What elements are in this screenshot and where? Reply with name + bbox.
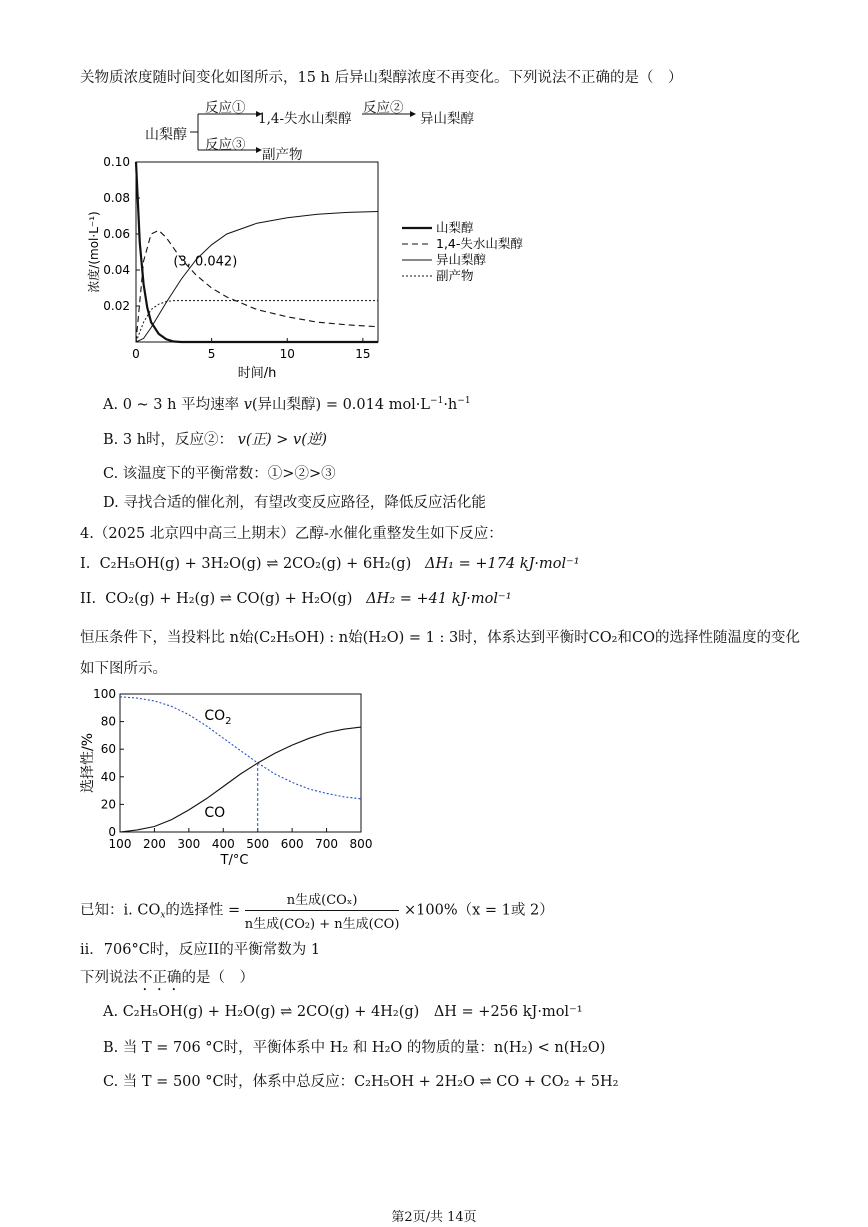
y-axis-label: 浓度/(mol·L⁻¹) — [87, 211, 101, 293]
ask-emphasis: 不正确 — [138, 970, 182, 986]
q4-known-1: 已知：i. $CO_x$的选择性 = $\frac{\text{n生成(COₓ)}}{\text{n生成(CO₂) + n生成(CO)}}$ ×100%（x = 1或 2） — [80, 889, 554, 932]
y-axis-label: 选择性/% — [80, 732, 96, 794]
series-line-1 — [136, 162, 378, 342]
option-d-label: D. — [103, 495, 119, 511]
r2-enthalpy: ΔH₂ = +41 kJ·mol⁻¹ — [366, 591, 512, 607]
option-a-post: ·h — [443, 397, 458, 413]
ask-pre: 下列说法 — [80, 970, 138, 986]
q4-condition-2: 如下图所示。 — [80, 661, 167, 677]
option-d-text: 寻找合适的催化剂，有望改变反应路径，降低反应活化能 — [123, 495, 486, 511]
y-tick-label: 0 — [108, 825, 116, 839]
y-tick-label: 0.06 — [103, 227, 130, 241]
series-line-co2 — [120, 697, 361, 799]
x-tick-label: 10 — [279, 347, 295, 361]
x-tick-label: 5 — [207, 347, 216, 361]
scheme-r1: 反应① — [205, 100, 246, 116]
selectivity-temperature-chart — [76, 686, 376, 872]
known-post: ×100%（x = 1或 2） — [404, 902, 554, 919]
y-tick-label: 40 — [100, 769, 116, 784]
x-axis-label: 时间/h — [237, 366, 277, 381]
q3-intro: 关物质浓度随时间变化如图所示，15 h 后异山梨醇浓度不再变化。下列说法不正确的是（ ） — [80, 70, 683, 86]
y-tick-label: 80 — [100, 714, 116, 729]
q4-option-c[interactable] — [103, 1070, 618, 1091]
legend-label: 山梨醇 — [436, 220, 474, 235]
annotation-label: (3, 0.042) — [173, 254, 238, 270]
q4-option-b-label: B. — [103, 1040, 119, 1056]
scheme-reactant: 山梨醇 — [145, 127, 187, 143]
y-tick-label: 20 — [100, 797, 116, 812]
y-tick-label: 0.04 — [103, 263, 130, 277]
x-tick-label: 700 — [315, 837, 339, 851]
q3-option-b[interactable] — [103, 428, 327, 449]
series-line-co — [120, 727, 361, 832]
x-tick-label: 100 — [108, 837, 132, 851]
q4-ask — [80, 966, 254, 994]
scheme-r3: 反应③ — [205, 137, 246, 153]
q4-condition-1: 恒压条件下，当投料比 n始(C₂H₅OH) : n始(H₂O) = 1 : 3时，体系达到平衡时CO₂和CO的选择性随温度的变化 — [80, 630, 800, 646]
option-a-label: A. — [103, 397, 119, 413]
q4-option-b[interactable] — [103, 1036, 605, 1057]
series-label-co2: $CO_2$ — [204, 708, 232, 728]
option-b-label: B. — [103, 432, 119, 448]
q4-option-a[interactable] — [103, 1000, 583, 1021]
y-tick-label: 100 — [93, 687, 116, 701]
y-tick-label: 0.08 — [103, 191, 130, 205]
q4-head: 4.（2025 北京四中高三上期末）乙醇-水催化重整发生如下反应： — [80, 526, 503, 542]
y-tick-label: 0.10 — [103, 155, 130, 169]
q3-option-a[interactable]: A. 0 ~ 3 h 平均速率 v(异山梨醇) = 0.014 $mol\cdot L^{-1}\cdot h^{-1}$ — [103, 396, 471, 413]
legend-label: 异山梨醇 — [436, 252, 487, 267]
q4-reaction-2 — [80, 591, 512, 607]
fraction-denominator: n生成(CO₂) + n生成(CO) — [244, 917, 400, 932]
r1-enthalpy: ΔH₁ = +174 kJ·mol⁻¹ — [425, 556, 580, 572]
x-tick-label: 500 — [246, 837, 270, 851]
plot-frame — [136, 162, 378, 342]
scheme-p3: 副产物 — [262, 147, 303, 163]
scheme-r2: 反应② — [363, 100, 404, 116]
selectivity-fraction — [245, 889, 400, 932]
concentration-time-chart — [80, 150, 540, 382]
ask-post: 的是（ ） — [181, 970, 254, 986]
r1-label: I. — [80, 556, 91, 572]
series-label-co: CO — [204, 804, 226, 821]
option-c-label: C. — [103, 466, 119, 482]
x-tick-label: 600 — [280, 837, 304, 851]
option-c-text: 该温度下的平衡常数：①>②>③ — [122, 466, 336, 482]
q4-known-2: ii．706°C时，反应II的平衡常数为 1 — [80, 942, 321, 958]
x-tick-label: 0 — [132, 347, 140, 361]
scheme-p1: 1,4-失水山梨醇 — [258, 111, 352, 127]
series-line-3 — [136, 212, 378, 343]
plot-frame — [120, 694, 361, 832]
option-a-v: v — [243, 397, 252, 413]
option-a-pre: 0 ~ 3 h 平均速率 — [122, 397, 240, 413]
option-a-mid: (异山梨醇) = 0.014 mol·L — [251, 397, 431, 413]
scheme-p2: 异山梨醇 — [420, 111, 474, 127]
y-tick-label: 60 — [100, 742, 116, 757]
x-tick-label: 200 — [142, 837, 166, 851]
known-mid: 的选择性 = — [165, 902, 241, 919]
x-tick-label: 300 — [177, 837, 201, 851]
q4-reaction-1 — [80, 556, 580, 572]
x-axis-label: T/°C — [220, 853, 249, 868]
q4-option-a-text: C₂H₅OH(g) + H₂O(g) ⇌ 2CO(g) + 4H₂(g) ΔH = +256 kJ·mol⁻¹ — [122, 1004, 583, 1020]
x-tick-label: 15 — [355, 347, 371, 361]
r2-equation: CO₂(g) + H₂(g) ⇌ CO(g) + H₂O(g) — [105, 591, 353, 607]
known-pre: 已知：i. CO — [80, 902, 161, 919]
q4-option-b-text: 当 T = 706 °C时，平衡体系中 H₂ 和 H₂O 的物质的量：n(H₂) < n(H₂O) — [122, 1040, 606, 1056]
fraction-numerator: n生成(COₓ) — [245, 889, 400, 911]
q3-option-d[interactable] — [103, 491, 486, 512]
legend-label: 1,4-失水山梨醇 — [436, 236, 523, 251]
x-tick-label: 400 — [211, 837, 235, 851]
r2-label: II. — [80, 591, 97, 607]
x-tick-label: 800 — [349, 837, 373, 851]
q4-option-c-label: C. — [103, 1074, 119, 1090]
q4-option-c-text: 当 T = 500 °C时，体系中总反应：C₂H₅OH + 2H₂O ⇌ CO + CO₂ + 5H₂ — [122, 1074, 619, 1090]
r1-equation: C₂H₅OH(g) + 3H₂O(g) ⇌ 2CO₂(g) + 6H₂(g) — [99, 556, 412, 572]
q4-option-a-label: A. — [103, 1004, 119, 1020]
series-line-2 — [136, 230, 378, 342]
page-footer: 第2页/共 14页 — [391, 1210, 477, 1225]
option-b-pre: 3 h时，反应②： — [122, 432, 234, 448]
option-b-rel: v(正) > v(逆) — [237, 432, 328, 448]
y-tick-label: 0.02 — [103, 299, 130, 313]
legend-label: 副产物 — [436, 268, 474, 283]
q3-option-c[interactable] — [103, 462, 336, 483]
series-line-4 — [136, 301, 378, 342]
